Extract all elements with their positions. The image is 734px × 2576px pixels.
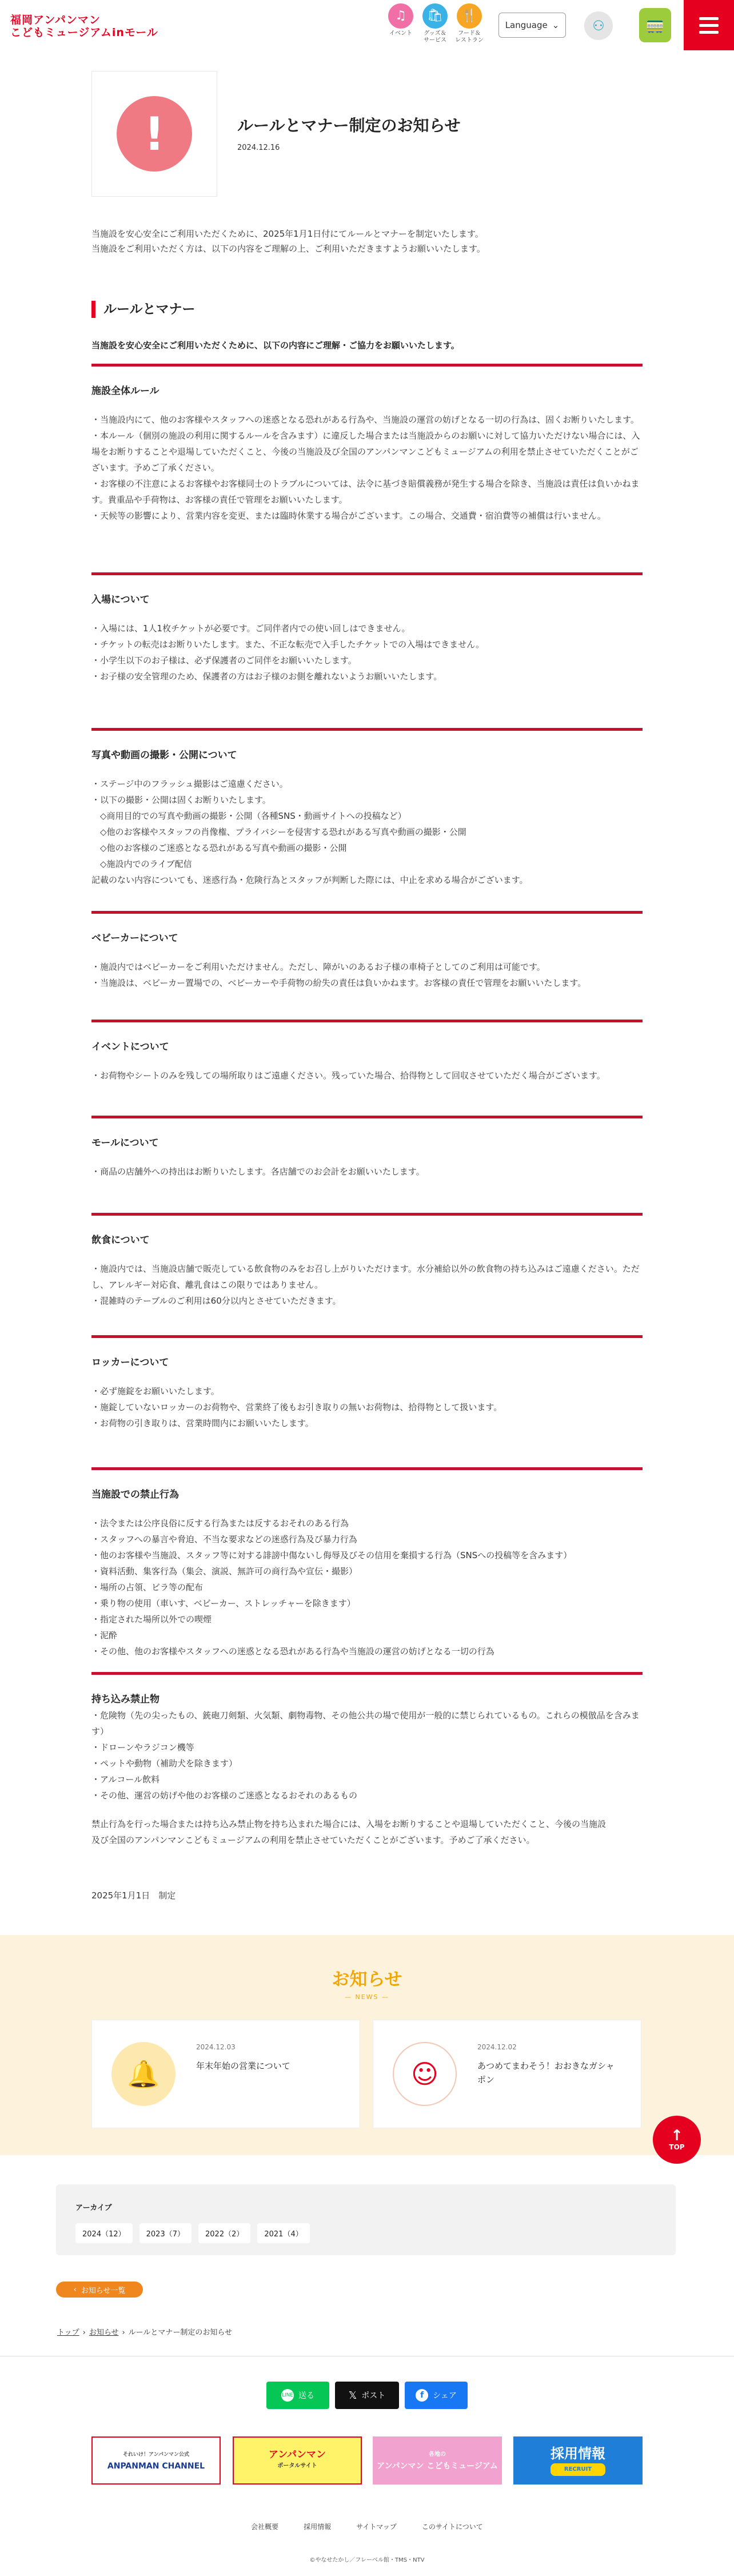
- archive-title: アーカイブ: [75, 2204, 112, 2212]
- language-select[interactable]: [498, 13, 566, 38]
- rule-line: ・スタッフへの暴言や脅迫、不当な要求などの迷惑行為及び暴力行為: [91, 1534, 357, 1544]
- page-title: ルールとマナー制定のお知らせ: [237, 116, 461, 135]
- back-to-top-button[interactable]: [653, 2116, 701, 2164]
- banner-recruit[interactable]: [513, 2436, 643, 2485]
- header-nav: [386, 3, 484, 44]
- footer-nav-link[interactable]: 採用情報: [304, 2523, 332, 2531]
- rule-block: [91, 1467, 643, 1659]
- chevron-right-icon: ›: [82, 2328, 86, 2337]
- carry-note: 及び全国のアンパンマンこどもミュージアムの利用を禁止させていただくことがございます。予めご了承ください。: [91, 1835, 535, 1845]
- rule-block-title: 持ち込み禁止物: [91, 1694, 159, 1705]
- line-label: 送る: [298, 2391, 314, 2400]
- x-icon: 𝕏: [348, 2389, 357, 2402]
- rule-line: ・乗り物の使用（車いす、ベビーカー、ストレッチャーを除きます）: [91, 1598, 356, 1608]
- rule-line: ・他のお客様や当施設、スタッフ等に対する誹謗中傷ないし侮辱及びその信用を棄損する行為（SNSへの投稿等を含みます）: [91, 1550, 572, 1560]
- rule-line: ・施錠していないロッカーのお荷物や、営業終了後もお引き取りの無いお荷物は、拾得物として扱います。: [91, 1402, 502, 1412]
- x-share-button[interactable]: [335, 2382, 399, 2409]
- rule-line: ・場所の占領、ビラ等の配布: [91, 1582, 204, 1592]
- rule-block-title: 当施設での禁止行為: [91, 1489, 179, 1500]
- rule-block-title: 入場について: [91, 594, 150, 606]
- rule-line: ・チケットの転売はお断りいたします。また、不正な転売で入手したチケットでの入場はできません。: [91, 639, 485, 650]
- chevron-left-icon: ‹: [73, 2285, 77, 2294]
- rule-line: ・ステージ中のフラッシュ撮影はご遠慮ください。: [91, 779, 288, 789]
- rule-line: ◇他のお客様のご迷惑となる恐れがある写真や動画の撮影・公開: [91, 843, 347, 853]
- banner-title: ANPANMAN CHANNEL: [107, 2462, 205, 2471]
- breadcrumb-item[interactable]: トップ: [57, 2328, 79, 2337]
- train-icon[interactable]: 🚃: [639, 8, 671, 42]
- rule-block: [91, 364, 643, 524]
- rule-line: ・必ず施錠をお願いいたします。: [91, 1386, 220, 1396]
- rule-line: ・法令または公序良俗に反する行為または反するおそれのある行為: [91, 1518, 349, 1528]
- back-to-top-label: TOP: [669, 2143, 685, 2151]
- arrow-up-icon: ↑: [671, 2127, 683, 2144]
- nav-label: サービス: [424, 37, 446, 43]
- bag-icon: 🛍: [422, 3, 448, 29]
- carry-line: ・危険物（先の尖ったもの、銃砲刀剣類、火気類、劇物毒物、その他公共の場で使用が一般的に禁じられているもの。これらの模倣品を含みます）: [91, 1710, 640, 1737]
- nav-label: フード＆: [458, 30, 481, 37]
- carry-line: ・ペットや動物（補助犬を除きます）: [91, 1758, 238, 1769]
- rule-block-title: イベントについて: [91, 1041, 169, 1053]
- article-thumbnail: [91, 71, 217, 197]
- logo-line1: 福岡アンパンマン: [10, 14, 101, 26]
- chevron-right-icon: ›: [122, 2328, 125, 2337]
- rule-line: 記載のない内容についても、迷惑行為・危険行為とスタッフが判断した際には、中止を求める場合がございます。: [91, 875, 528, 885]
- rule-line: ◇施設内でのライブ配信: [91, 859, 192, 869]
- rule-line: ◇他のお客様やスタッフの肖像権、プライバシーを侵害する恐れがある写真や動画の撮影・公開: [91, 827, 466, 837]
- facebook-label: シェア: [433, 2391, 457, 2400]
- archive-year-link[interactable]: 2022（2）: [198, 2223, 250, 2243]
- rule-block-title: モールについて: [91, 1137, 159, 1149]
- rule-block: [91, 1020, 643, 1084]
- rule-block-title: ロッカーについて: [91, 1357, 169, 1368]
- facebook-icon: f: [416, 2389, 428, 2402]
- news-title: あつめてまわそう！おおきなガシャポン: [477, 2061, 615, 2085]
- section-heading: ルールとマナー: [91, 301, 196, 318]
- breadcrumb-item: ルールとマナー制定のお知らせ: [128, 2328, 233, 2337]
- rule-block-title: ベビーカーについて: [91, 933, 178, 944]
- site-header: [0, 0, 734, 50]
- rule-line: ・その他、他のお客様やスタッフへの迷惑となる恐れがある行為や当施設の運営の妨げとなる一切の行為: [91, 1646, 494, 1657]
- banner-title: アンパンマン: [268, 2449, 326, 2460]
- rule-line: ・お荷物やシートのみを残しての場所取りはご遠慮ください。残っていた場合、拾得物として回収させていただく場合がございます。: [91, 1070, 605, 1081]
- rule-line: ・商品の店舗外への持出はお断りいたします。各店舗でのお会計をお願いいたします。: [91, 1166, 425, 1177]
- banner-title: アンパンマン こどもミュージアム: [377, 2462, 498, 2471]
- carry-line: ・その他、運営の妨げや他のお客様のご迷惑となるおそれのあるもの: [91, 1790, 358, 1801]
- rule-block-title: 飲食について: [91, 1235, 150, 1246]
- rule-line: ・指定された場所以外での喫煙: [91, 1614, 212, 1625]
- rule-line: ・以下の撮影・公開は固くお断りいたします。: [91, 795, 271, 805]
- nav-label: グッズ＆: [424, 30, 446, 37]
- rule-block: [91, 572, 643, 684]
- footer-nav: [0, 2522, 734, 2531]
- rule-line: ・泥酔: [91, 1630, 118, 1641]
- enact-date: 2025年1月1日 制定: [91, 1890, 176, 1901]
- header-nav-item[interactable]: [420, 3, 450, 44]
- news-title: 年末年始の営業について: [196, 2061, 290, 2071]
- rule-block-carry: [91, 1672, 643, 1848]
- news-date: 2024.12.02: [477, 2043, 517, 2051]
- intro-line: 当施設をご利用いただく方は、以下の内容をご理解の上、ご利用いただきますようお願いいたします。: [91, 244, 485, 254]
- music-note-icon: ♫: [388, 3, 413, 29]
- banner-portal[interactable]: [233, 2436, 362, 2485]
- banner-sub: それいけ！アンパンマン公式: [122, 2452, 189, 2458]
- chevron-down-icon: ⌄: [552, 20, 560, 30]
- news-card[interactable]: [373, 2020, 641, 2128]
- footer-nav-link[interactable]: このサイトについて: [421, 2523, 483, 2531]
- banner-museums[interactable]: [373, 2436, 502, 2485]
- rule-line: ・入場には、1人1枚チケットが必要です。ご同伴者内での使い回しはできません。: [91, 623, 410, 634]
- nav-label: イベント: [389, 30, 412, 37]
- rule-block: [91, 1213, 643, 1309]
- rule-line: ・当施設内にて、他のお客様やスタッフへの迷惑となる恐れがある行為や、当施設の運営の妨げとなる一切の行為は、固くお断りいたします。: [91, 415, 639, 425]
- banner-anpanman-channel[interactable]: [91, 2436, 221, 2485]
- header-nav-item[interactable]: [386, 3, 416, 44]
- rule-block: [91, 728, 643, 888]
- rule-line: ・お子様の安全管理のため、保護者の方はお子様のお側を離れないようお願いいたします。: [91, 671, 442, 682]
- rule-line: ・資料活動、集客行為（集会、演説、無許可の商行為や宣伝・撮影）: [91, 1566, 358, 1576]
- archive-year-link[interactable]: 2021（4）: [257, 2223, 309, 2243]
- intro-line: 当施設を安心安全にご利用いただくために、2025年1月1日付にてルールとマナーを制定いたします。: [91, 229, 484, 239]
- rule-line: ・お客様の不注意によるお客様やお客様同士のトラブルについては、法令に基づき賠償義務が発生する場合を除き、当施設は責任は負いかねます。貴重品や手荷物は、お客様の責任で管理をお願いいたします。: [91, 479, 640, 505]
- footer-nav-link[interactable]: サイトマップ: [356, 2523, 397, 2531]
- facebook-share-button[interactable]: [405, 2382, 468, 2409]
- rule-line: ・当施設は、ベビーカー置場での、ベビーカーや手荷物の紛失の責任は負いかねます。お客様の責任で管理をお願いいたします。: [91, 978, 587, 988]
- accessibility-icon[interactable]: ⚇: [584, 11, 613, 40]
- copyright: ©やなせたかし／フレーベル館・TMS・NTV: [309, 2557, 425, 2563]
- rule-block: [91, 1116, 643, 1180]
- footer-nav-link[interactable]: 会社概要: [251, 2523, 279, 2531]
- header-nav-item[interactable]: [454, 3, 484, 44]
- carry-line: ・ドローンやラジコン機等: [91, 1742, 194, 1753]
- rule-line: ・お荷物の引き取りは、営業時間内にお願いいたします。: [91, 1418, 314, 1428]
- logo-line2: こどもミュージアムinモール: [10, 26, 158, 39]
- rule-line: ・本ルール（個別の施設の利用に関するルールを含みます）に違反した場合または当施設からのお願いに対して協力いただけない場合には、入場をお断りすることや退場していただくこと、今後の当施設及び全国のアンパンマンこどもミュージアムの利用を禁止させていただくことがございます。予めご了承ください。: [91, 431, 640, 473]
- breadcrumb: [57, 2326, 236, 2337]
- section-subheading: 当施設を安心安全にご利用いただくために、以下の内容にご理解・ご協力をお願いいたします。: [91, 340, 460, 351]
- news-list-label: お知らせ一覧: [81, 2286, 126, 2295]
- menu-button[interactable]: [684, 0, 734, 50]
- carry-line: ・アルコール飲料: [91, 1774, 160, 1785]
- language-label: Language: [505, 20, 548, 30]
- breadcrumb-item[interactable]: お知らせ: [89, 2328, 119, 2337]
- news-title: お知らせ: [332, 1969, 402, 1990]
- bell-icon: 🔔: [111, 2042, 175, 2106]
- nav-label: レストラン: [455, 37, 484, 43]
- banner-sub: 各地の: [428, 2451, 446, 2458]
- banner-sub: RECRUIT: [550, 2463, 605, 2476]
- rule-block-title: 写真や動画の撮影・公開について: [91, 750, 237, 761]
- rule-block: [91, 911, 643, 991]
- fork-knife-icon: 🍴: [457, 3, 482, 29]
- rule-line: ◇商用目的での写真や動画の撮影・公開（各種SNS・動画サイトへの投稿など）: [91, 811, 406, 821]
- archive-year-link[interactable]: 2023（7）: [139, 2223, 192, 2243]
- news-subtitle: — NEWS —: [344, 1993, 390, 2001]
- exclamation-icon: !: [117, 96, 192, 172]
- archive-year-link[interactable]: 2024（12）: [75, 2223, 133, 2243]
- news-section: [0, 1935, 734, 2155]
- rule-block: [91, 1335, 643, 1431]
- carry-note: 禁止行為を行った場合または持ち込み禁止物を持ち込まれた場合には、入場をお断りすることや退場していただくこと、今後の当施設: [91, 1819, 607, 1829]
- page-date: 2024.12.16: [237, 144, 280, 152]
- news-card[interactable]: [91, 2020, 360, 2128]
- line-share-button[interactable]: [266, 2382, 329, 2409]
- archive-box: [56, 2184, 676, 2255]
- news-list-button[interactable]: [56, 2282, 143, 2298]
- news-date: 2024.12.03: [196, 2043, 236, 2051]
- line-icon: LINE: [281, 2389, 294, 2402]
- rule-line: ・施設内ではベビーカーをご利用いただけません。ただし、障がいのあるお子様の車椅子としてのご利用は可能です。: [91, 962, 545, 972]
- anpanman-face-icon: ☺: [393, 2042, 457, 2106]
- x-label: ポスト: [361, 2391, 386, 2400]
- rule-line: ・混雑時のテーブルのご利用は60分以内とさせていただきます。: [91, 1296, 341, 1306]
- rule-block-title: 施設全体ルール: [91, 385, 159, 397]
- banner-sub: ポータルサイト: [277, 2463, 317, 2469]
- site-logo[interactable]: [10, 14, 158, 39]
- intro-text: [91, 226, 485, 256]
- banner-title: 採用情報: [550, 2445, 605, 2462]
- rule-line: ・施設内では、当施設店舗で販売している飲食物のみをお召し上がりいただけます。水分補給以外の飲食物の持ち込みはご遠慮ください。ただし、アレルギー対応食、離乳食はこの限りではありません。: [91, 1264, 640, 1290]
- article: [91, 50, 643, 1901]
- rule-line: ・天候等の影響により、営業内容を変更、または臨時休業する場合がございます。この場合、交通費・宿泊費等の補償は行いません。: [91, 511, 606, 521]
- rule-line: ・小学生以下のお子様は、必ず保護者のご同伴をお願いいたします。: [91, 655, 357, 666]
